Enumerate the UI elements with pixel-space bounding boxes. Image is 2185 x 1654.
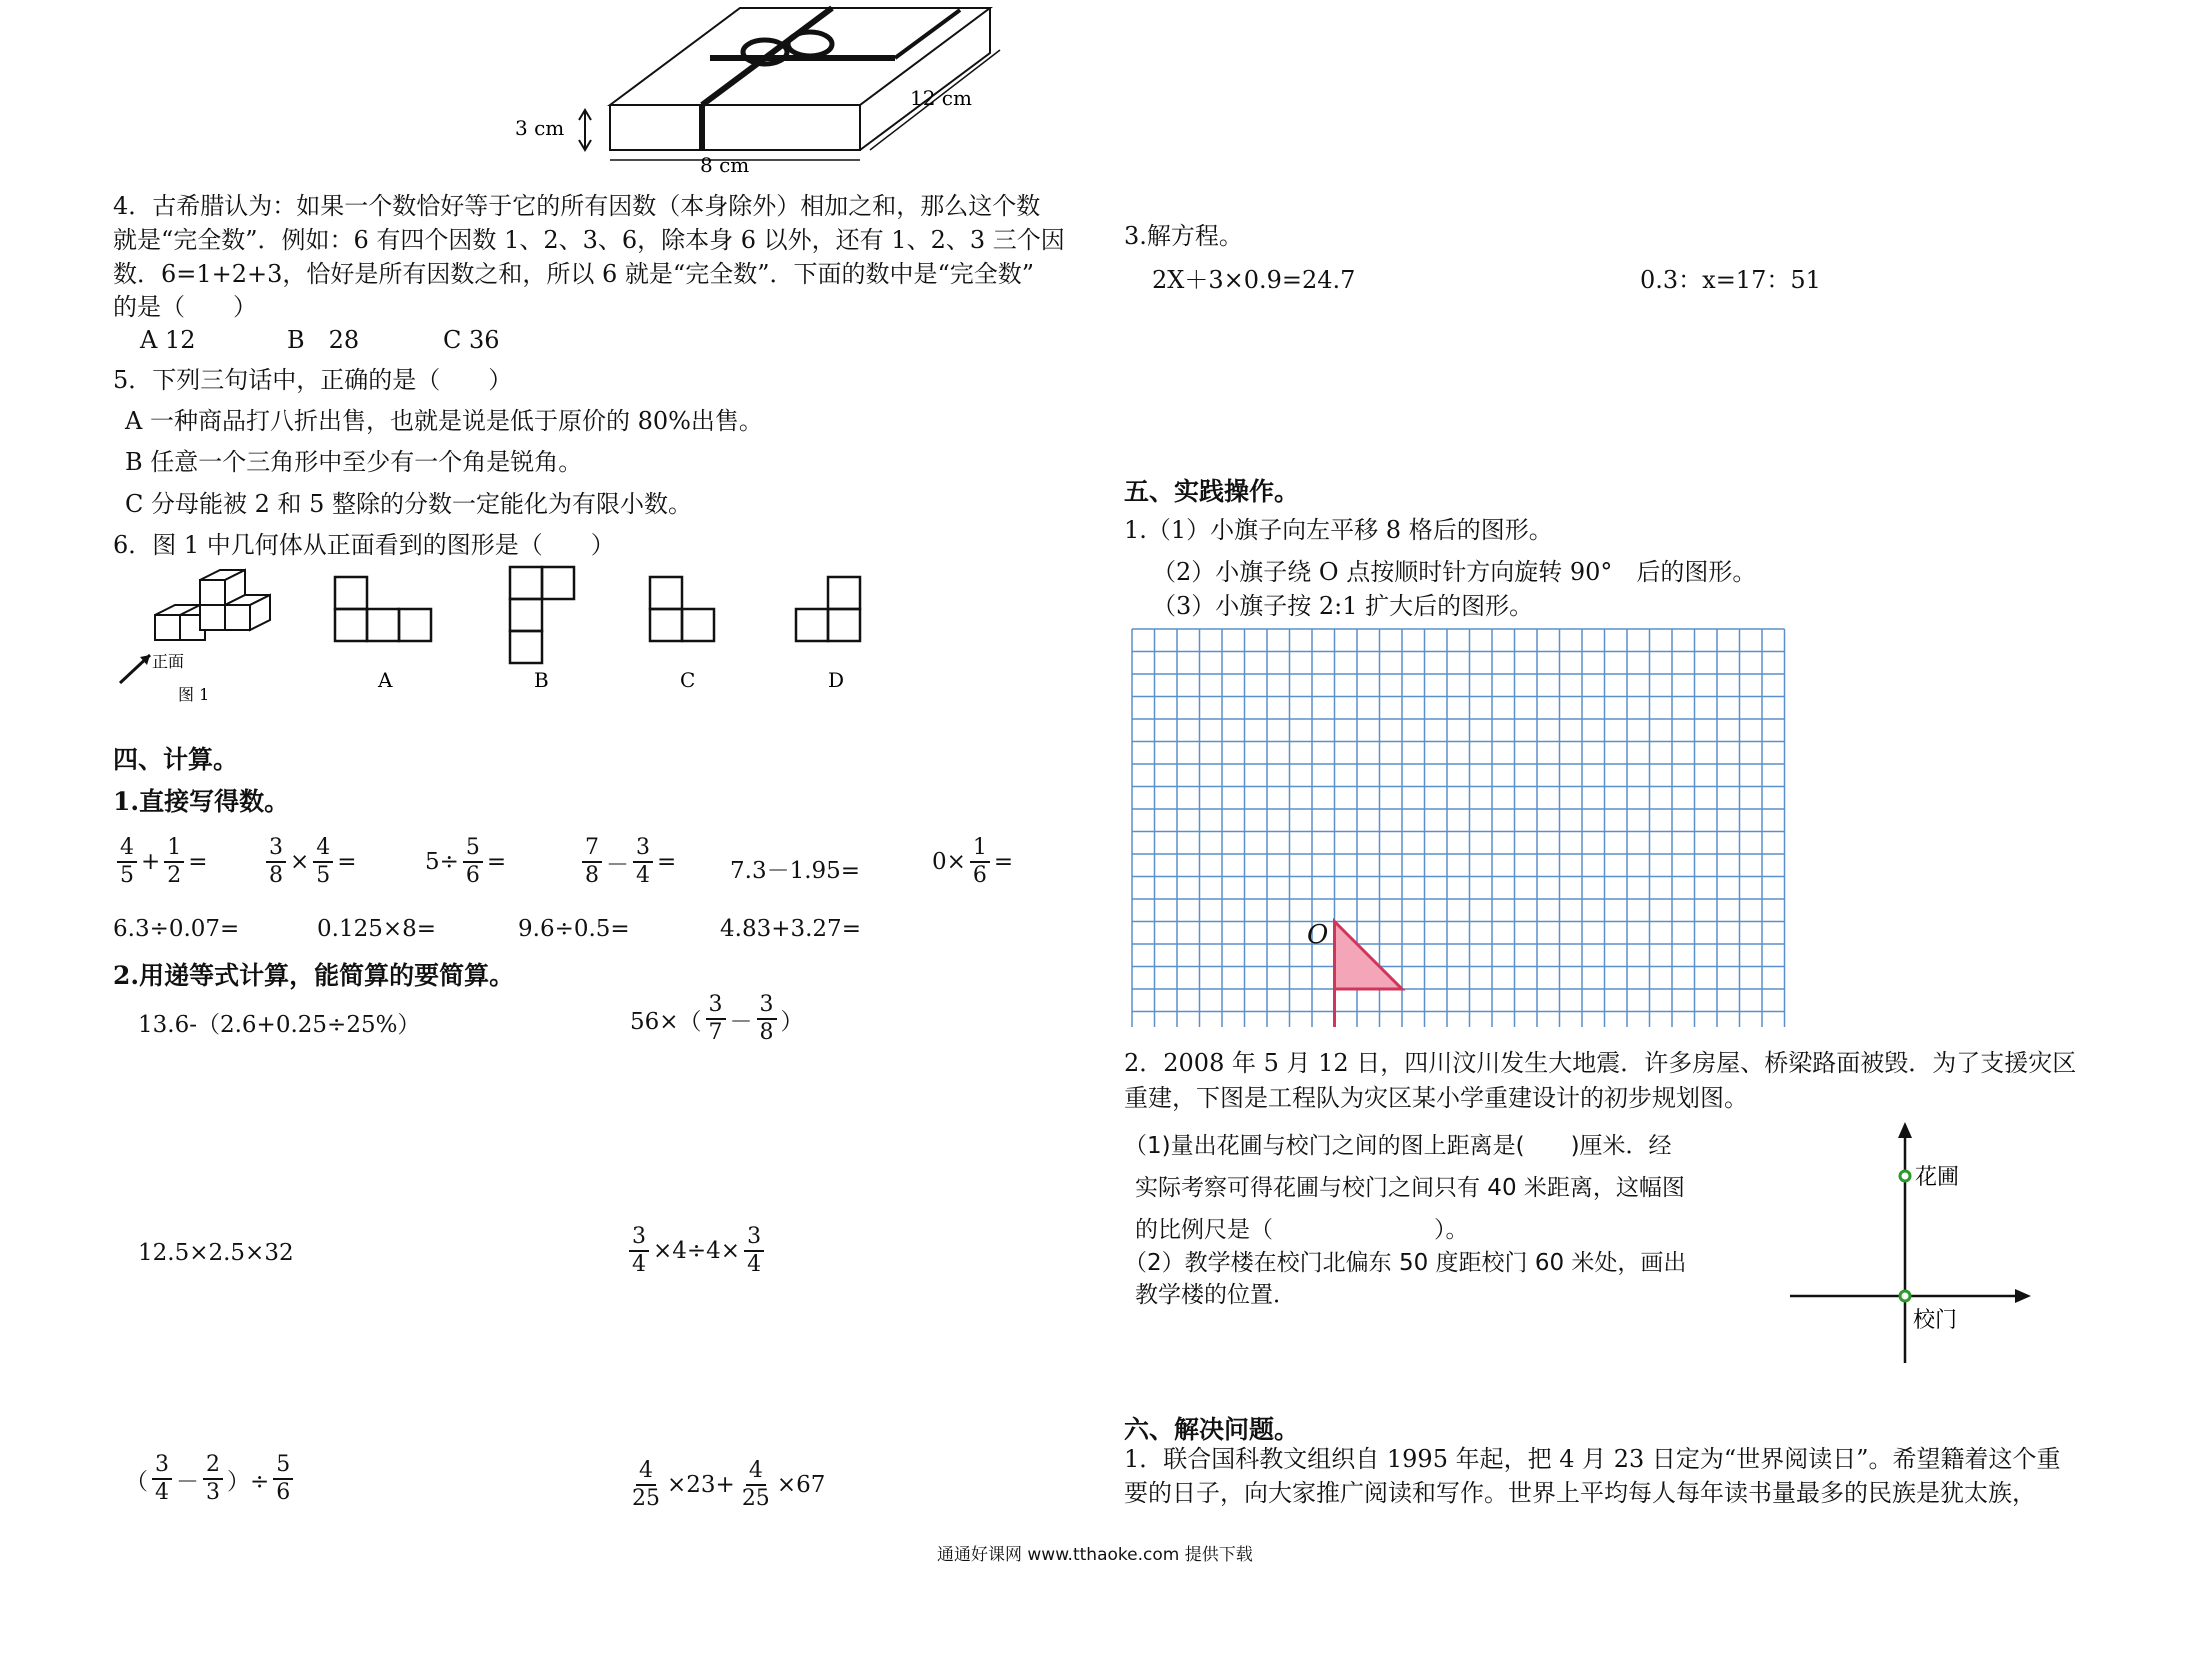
q4-option-c: C 36	[443, 326, 500, 354]
garden-label: 花圃	[1915, 1165, 1960, 1190]
origin-o-label: O	[1307, 920, 1329, 950]
calc-r2-e1: 6.3÷0.07=	[113, 916, 240, 942]
gate-label: 校门	[1913, 1308, 1958, 1333]
calc-r1-e5: 7.3－1.95=	[730, 858, 861, 884]
box-width-label: 8 cm	[700, 153, 750, 175]
view-option-b-shape	[510, 567, 574, 663]
square-grid	[1130, 627, 1795, 1027]
q2-line1: 2．2008 年 5 月 12 日，四川汶川发生大地震．许多房屋、桥梁路面被毁．为了支援灾区	[1124, 1049, 2077, 1077]
sec6-line1: 1．联合国科教文组织自 1995 年起，把 4 月 23 日定为“世界阅读日”。希望籍着这个重	[1124, 1445, 2061, 1473]
calc-r1-e6: 0× $\frac{1}{6}$ =	[932, 835, 1014, 888]
sec5-task-1: 1.（1）小旗子向左平移 8 格后的图形。	[1124, 516, 1553, 544]
campus-axes-diagram	[1785, 1118, 2045, 1378]
q6-stem: 6．图 1 中几何体从正面看到的图形是（ ）	[113, 531, 615, 559]
calc-r2-e3: 9.6÷0.5=	[518, 916, 630, 942]
q4-line3: 数．6=1+2+3，恰好是所有因数之和，所以 6 就是“完全数”．下面的数中是“完全数”	[113, 260, 1035, 288]
equation-2: 0.3：x=17：51	[1640, 266, 1821, 294]
cube-stack-figure	[155, 570, 270, 640]
q4-line1: 4．古希腊认为：如果一个数恰好等于它的所有因数（本身除外）相加之和，那么这个数	[113, 192, 1041, 220]
view-option-d-label: D	[828, 668, 845, 692]
q2-part1-line1: （1)量出花圃与校门之间的图上距离是( )厘米．经	[1124, 1133, 1672, 1159]
q6-figures	[110, 565, 880, 715]
section-4-title: 四、计算。	[113, 745, 239, 774]
front-view-label: 正面	[152, 652, 185, 671]
view-option-d-shape	[796, 577, 860, 641]
section-4-sub1: 1.直接写得数。	[113, 787, 290, 816]
calc-p6: $\frac{4}{25}$ ×23+ $\frac{4}{25}$ ×67	[632, 1458, 826, 1511]
view-option-a-label: A	[378, 668, 393, 692]
view-option-b-label: B	[534, 668, 549, 692]
calc-p1: 13.6-（2.6+0.25÷25%）	[138, 1012, 421, 1038]
q4-option-a: A 12	[140, 326, 196, 354]
q2-part2-line2: 教学楼的位置．	[1135, 1282, 1296, 1308]
equation-1: 2X＋3×0.9=24.7	[1152, 266, 1356, 294]
q2-line2: 重建，下图是工程队为灾区某小学重建设计的初步规划图。	[1124, 1084, 1748, 1112]
gate-point	[1900, 1291, 1910, 1301]
q3-title: 3.解方程。	[1124, 222, 1243, 250]
calc-r1-e4: $\frac{7}{8}$ － $\frac{3}{4}$ =	[578, 835, 676, 889]
q5-option-a: A 一种商品打八折出售，也就是说是低于原价的 80%出售。	[125, 407, 763, 435]
box-length-label: 12 cm	[910, 86, 972, 110]
section-5-title: 五、实践操作。	[1124, 477, 1300, 506]
flag-triangle	[1335, 922, 1403, 990]
q2-part2-line1: （2）教学楼在校门北偏东 50 度距校门 60 米处，画出	[1124, 1250, 1687, 1276]
section-4-sub2: 2.用递等式计算，能简算的要简算。	[113, 961, 515, 990]
q2-part1-line2: 实际考察可得花圃与校门之间只有 40 米距离，这幅图	[1135, 1175, 1685, 1201]
q4-line2: 就是“完全数”．例如：6 有四个因数 1、2、3、6，除本身 6 以外，还有 1、2、3 三个因	[113, 226, 1065, 254]
sec5-task-2: （2）小旗子绕 O 点按顺时针方向旋转 90° 后的图形。	[1152, 558, 1757, 586]
view-option-c-shape	[650, 577, 714, 641]
calc-p3: 12.5×2.5×32	[138, 1240, 294, 1266]
q2-part1-line3: 的比例尺是（ ）。	[1135, 1217, 1469, 1243]
sec6-line2: 要的日子，向大家推广阅读和写作。世界上平均每人每年读书量最多的民族是犹太族，	[1124, 1479, 2036, 1507]
calc-r2-e2: 0.125×8=	[317, 916, 437, 942]
calc-p2: 56×（ $\frac{3}{7}$ － $\frac{3}{8}$ ）	[630, 992, 804, 1045]
calc-r2-e4: 4.83+3.27=	[720, 916, 861, 942]
calc-p4: $\frac{3}{4}$ ×4÷4× $\frac{3}{4}$	[625, 1224, 768, 1278]
box-height-label: 3 cm	[515, 116, 565, 140]
view-option-a-shape	[335, 577, 431, 641]
gift-box-figure	[510, 0, 1010, 175]
section-6-title: 六、解决问题。	[1124, 1415, 1300, 1444]
q5-stem: 5．下列三句话中，正确的是（ ）	[113, 366, 513, 394]
calc-p5: （ $\frac{3}{4}$ － $\frac{2}{3}$ ）÷ $\frac{5}{6}$	[125, 1452, 297, 1506]
calc-r1-e3: 5÷ $\frac{5}{6}$ =	[425, 835, 507, 888]
q4-option-b: B 28	[287, 326, 360, 354]
q4-line4: 的是（ ）	[113, 293, 257, 321]
view-option-c-label: C	[680, 668, 696, 692]
q5-option-b: B 任意一个三角形中至少有一个角是锐角。	[125, 448, 583, 476]
footer-credit: 通通好课网 www.tthaoke.com 提供下载	[937, 1545, 1253, 1565]
calc-r1-e2: $\frac{3}{8}$ × $\frac{4}{5}$ =	[262, 835, 357, 889]
q5-option-c: C 分母能被 2 和 5 整除的分数一定能化为有限小数。	[125, 490, 693, 518]
figure-1-label: 图 1	[178, 685, 210, 704]
calc-r1-e1: $\frac{4}{5}$ + $\frac{1}{2}$ =	[113, 835, 208, 889]
garden-point	[1900, 1171, 1910, 1181]
sec5-task-3: （3）小旗子按 2:1 扩大后的图形。	[1152, 592, 1534, 620]
